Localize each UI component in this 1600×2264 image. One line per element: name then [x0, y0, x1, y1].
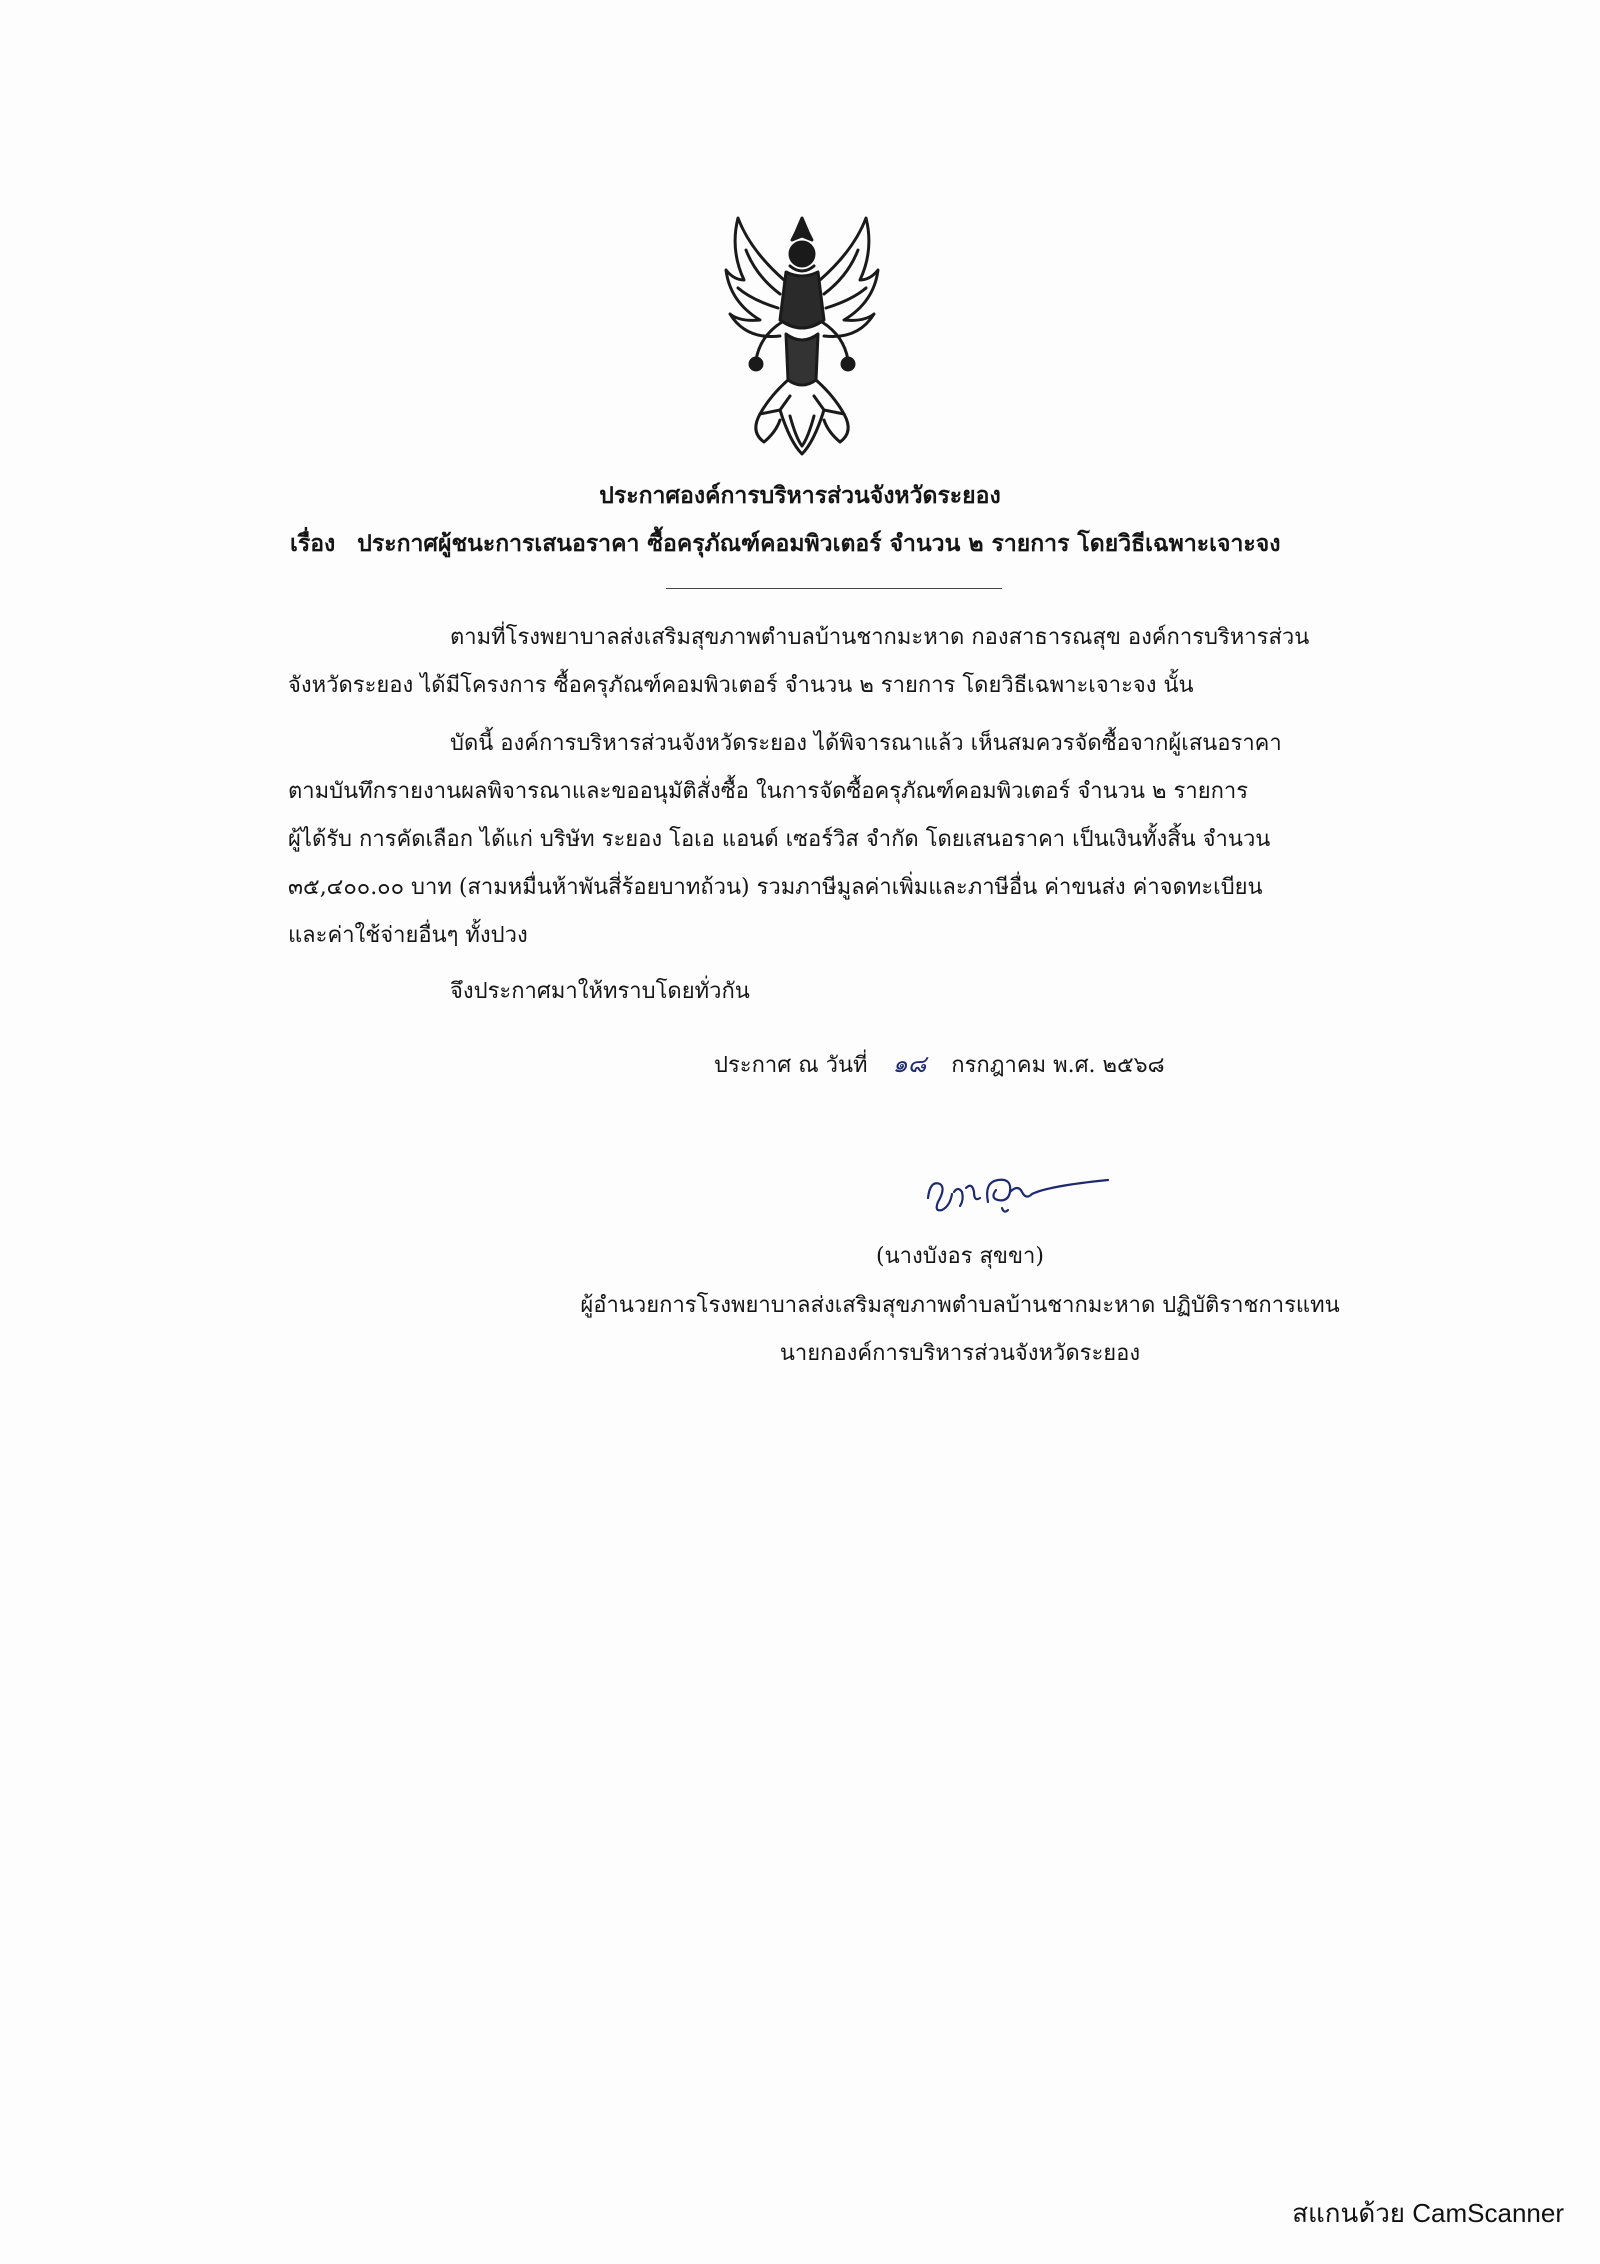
date-prefix: ประกาศ ณ วันที่	[714, 1053, 868, 1078]
paragraph-1	[288, 614, 1388, 710]
paragraph-2-line: และค่าใช้จ่ายอื่นๆ ทั้งปวง	[288, 923, 528, 948]
announcement-closing: จึงประกาศมาให้ทราบโดยทั่วกัน	[450, 979, 750, 1004]
document-subject	[290, 526, 1390, 562]
title-divider	[666, 588, 1002, 589]
announcement-date	[714, 1044, 1165, 1083]
signer-name: (นางบังอร สุขขา)	[876, 1244, 1044, 1269]
paragraph-3	[288, 968, 1388, 1016]
paragraph-2-line: บัดนี้ องค์การบริหารส่วนจังหวัดระยอง ได้พิจารณาแล้ว เห็นสมควรจัดซื้อจากผู้เสนอราคา	[450, 731, 1282, 756]
garuda-emblem-icon	[720, 210, 885, 460]
paragraph-1-line: จังหวัดระยอง ได้มีโครงการ ซื้อครุภัณฑ์คอมพิวเตอร์ จำนวน ๒ รายการ โดยวิธีเฉพาะเจาะจง นั้น	[288, 673, 1194, 698]
paragraph-2-line: ผู้ได้รับ การคัดเลือก ได้แก่ บริษัท ระยอง โอเอ แอนด์ เซอร์วิส จำกัด โดยเสนอราคา เป็นเงินทั้งสิ้น จำนวน	[288, 827, 1271, 852]
date-month-year: กรกฎาคม พ.ศ. ๒๕๖๘	[951, 1053, 1165, 1078]
date-day: ๑๘	[892, 1050, 927, 1078]
paragraph-1-line: ตามที่โรงพยาบาลส่งเสริมสุขภาพตำบลบ้านชากมะหาด กองสาธารณสุข องค์การบริหารส่วน	[450, 625, 1310, 650]
subject-label: เรื่อง	[290, 530, 336, 557]
paragraph-2-line: ๓๕,๔๐๐.๐๐ บาท (สามหมื่นห้าพันสี่ร้อยบาทถ้วน) รวมภาษีมูลค่าเพิ่มและภาษีอื่น ค่าขนส่ง ค่าจดทะเบียน	[288, 875, 1263, 900]
paragraph-2-line: ตามบันทึกรายงานผลพิจารณาและขออนุมัติสั่งซื้อ ในการจัดซื้อครุภัณฑ์คอมพิวเตอร์ จำนวน ๒ รายการ	[288, 779, 1249, 804]
signer-position: นายกองค์การบริหารส่วนจังหวัดระยอง	[779, 1341, 1141, 1366]
document-title: ประกาศองค์การบริหารส่วนจังหวัดระยอง	[599, 482, 1001, 509]
paragraph-2	[288, 720, 1388, 960]
handwritten-signature-icon	[918, 1158, 1118, 1228]
scanner-watermark: สแกนด้วย CamScanner	[1292, 2198, 1564, 2228]
signer-position: ผู้อำนวยการโรงพยาบาลส่งเสริมสุขภาพตำบลบ้านชากมะหาด ปฏิบัติราชการแทน	[580, 1293, 1340, 1318]
subject-text: ประกาศผู้ชนะการเสนอราคา ซื้อครุภัณฑ์คอมพิวเตอร์ จำนวน ๒ รายการ โดยวิธีเฉพาะเจาะจง	[357, 530, 1281, 557]
